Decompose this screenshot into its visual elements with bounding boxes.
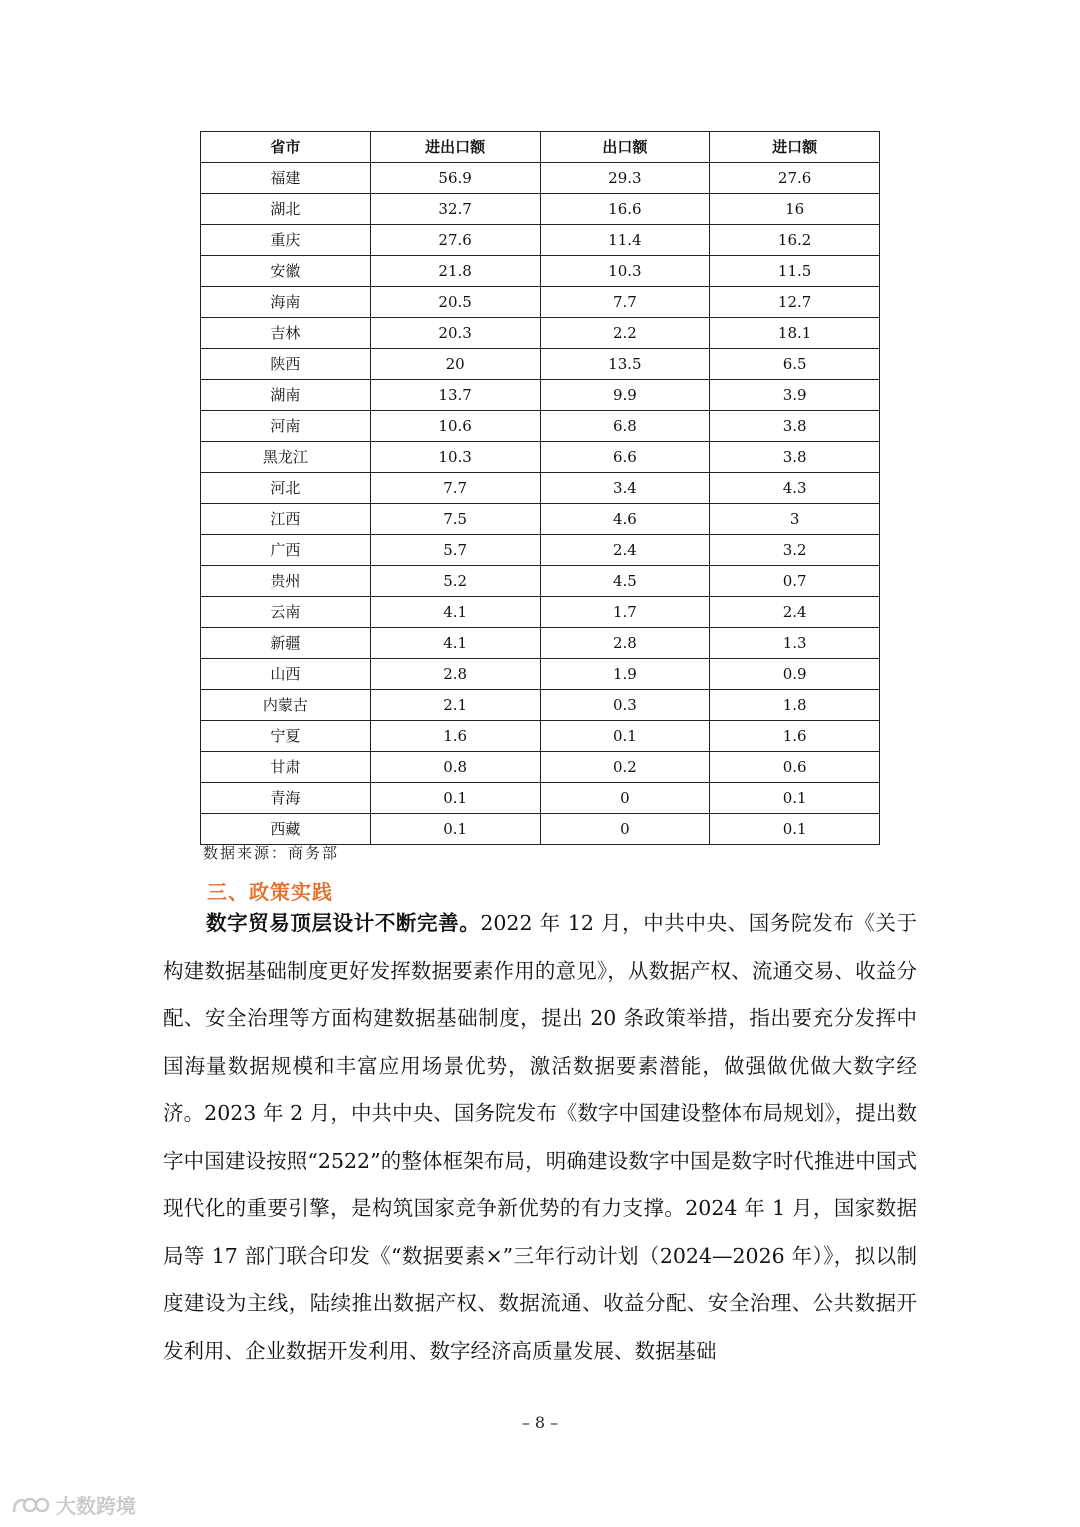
table-body (201, 163, 880, 845)
value-cell: 9.9 (540, 380, 710, 411)
value-cell: 0 (540, 814, 710, 845)
value-cell: 0.3 (540, 690, 710, 721)
value-cell: 4.3 (710, 473, 880, 504)
value-cell: 18.1 (710, 318, 880, 349)
value-cell: 16 (710, 194, 880, 225)
value-cell: 3.9 (710, 380, 880, 411)
value-cell: 1.9 (540, 659, 710, 690)
column-header: 出口额 (540, 132, 710, 163)
value-cell: 2.8 (540, 628, 710, 659)
value-cell: 4.5 (540, 566, 710, 597)
value-cell: 2.8 (370, 659, 540, 690)
value-cell: 0.1 (540, 721, 710, 752)
table-row (201, 473, 880, 504)
province-cell: 甘肃 (201, 752, 371, 783)
value-cell: 0.9 (710, 659, 880, 690)
province-cell: 贵州 (201, 566, 371, 597)
table-row (201, 194, 880, 225)
value-cell: 1.7 (540, 597, 710, 628)
value-cell: 1.6 (370, 721, 540, 752)
province-cell: 新疆 (201, 628, 371, 659)
table-header-row (201, 132, 880, 163)
value-cell: 56.9 (370, 163, 540, 194)
province-cell: 河南 (201, 411, 371, 442)
table-row (201, 163, 880, 194)
value-cell: 1.3 (710, 628, 880, 659)
table-row (201, 783, 880, 814)
value-cell: 20.3 (370, 318, 540, 349)
value-cell: 0.1 (370, 783, 540, 814)
table-row (201, 504, 880, 535)
value-cell: 0.1 (710, 783, 880, 814)
table-row (201, 752, 880, 783)
value-cell: 0.1 (370, 814, 540, 845)
column-header: 进出口额 (370, 132, 540, 163)
value-cell: 3 (710, 504, 880, 535)
value-cell: 16.6 (540, 194, 710, 225)
province-cell: 黑龙江 (201, 442, 371, 473)
value-cell: 3.4 (540, 473, 710, 504)
value-cell: 32.7 (370, 194, 540, 225)
value-cell: 4.1 (370, 597, 540, 628)
value-cell: 21.8 (370, 256, 540, 287)
province-cell: 山西 (201, 659, 371, 690)
value-cell: 20 (370, 349, 540, 380)
value-cell: 7.7 (540, 287, 710, 318)
value-cell: 11.5 (710, 256, 880, 287)
value-cell: 3.8 (710, 442, 880, 473)
value-cell: 6.5 (710, 349, 880, 380)
province-cell: 云南 (201, 597, 371, 628)
province-cell: 广西 (201, 535, 371, 566)
province-cell: 安徽 (201, 256, 371, 287)
table-row (201, 225, 880, 256)
trade-table (200, 131, 880, 845)
value-cell: 0.7 (710, 566, 880, 597)
value-cell: 2.2 (540, 318, 710, 349)
value-cell: 20.5 (370, 287, 540, 318)
table-row (201, 721, 880, 752)
value-cell: 11.4 (540, 225, 710, 256)
column-header: 省市 (201, 132, 371, 163)
page-number: – 8 – (521, 1413, 559, 1432)
table-row (201, 287, 880, 318)
table-row (201, 535, 880, 566)
watermark (10, 1490, 136, 1519)
table-row (201, 380, 880, 411)
value-cell: 4.6 (540, 504, 710, 535)
table-row (201, 442, 880, 473)
value-cell: 10.6 (370, 411, 540, 442)
value-cell: 2.4 (540, 535, 710, 566)
watermark-text: 大数跨境 (56, 1494, 136, 1518)
province-cell: 重庆 (201, 225, 371, 256)
value-cell: 3.8 (710, 411, 880, 442)
value-cell: 12.7 (710, 287, 880, 318)
value-cell: 16.2 (710, 225, 880, 256)
province-cell: 陕西 (201, 349, 371, 380)
table-row (201, 690, 880, 721)
value-cell: 27.6 (370, 225, 540, 256)
value-cell: 6.8 (540, 411, 710, 442)
table-row (201, 566, 880, 597)
province-cell: 西藏 (201, 814, 371, 845)
value-cell: 2.4 (710, 597, 880, 628)
table-row (201, 659, 880, 690)
province-cell: 湖南 (201, 380, 371, 411)
body-paragraph (163, 900, 917, 1375)
value-cell: 0.8 (370, 752, 540, 783)
value-cell: 13.5 (540, 349, 710, 380)
table-row (201, 318, 880, 349)
value-cell: 10.3 (540, 256, 710, 287)
value-cell: 1.6 (710, 721, 880, 752)
value-cell: 13.7 (370, 380, 540, 411)
value-cell: 7.7 (370, 473, 540, 504)
value-cell: 27.6 (710, 163, 880, 194)
value-cell: 0.1 (710, 814, 880, 845)
value-cell: 4.1 (370, 628, 540, 659)
province-cell: 宁夏 (201, 721, 371, 752)
value-cell: 2.1 (370, 690, 540, 721)
table-row (201, 349, 880, 380)
table-row (201, 256, 880, 287)
value-cell: 5.2 (370, 566, 540, 597)
table-row (201, 814, 880, 845)
province-cell: 海南 (201, 287, 371, 318)
province-cell: 吉林 (201, 318, 371, 349)
value-cell: 0.2 (540, 752, 710, 783)
province-cell: 青海 (201, 783, 371, 814)
paragraph-lead: 数字贸易顶层设计不断完善。 (206, 911, 481, 935)
table-row (201, 628, 880, 659)
watermark-logo-icon (10, 1494, 50, 1516)
trade-table-container (200, 131, 880, 845)
table-row (201, 411, 880, 442)
table-row (201, 597, 880, 628)
province-cell: 江西 (201, 504, 371, 535)
value-cell: 3.2 (710, 535, 880, 566)
value-cell: 29.3 (540, 163, 710, 194)
data-source-note: 数据来源：商务部 (203, 844, 340, 862)
value-cell: 7.5 (370, 504, 540, 535)
province-cell: 湖北 (201, 194, 371, 225)
value-cell: 1.8 (710, 690, 880, 721)
province-cell: 内蒙古 (201, 690, 371, 721)
value-cell: 0.6 (710, 752, 880, 783)
column-header: 进口额 (710, 132, 880, 163)
value-cell: 10.3 (370, 442, 540, 473)
paragraph-text: 2022 年 12 月，中共中央、国务院发布《关于构建数据基础制度更好发挥数据要素作用的意见》，从数据产权、流通交易、收益分配、安全治理等方面构建数据基础制度，提出 20 条政策举措，指出要充分发挥中国海量数据规模和丰富应用场景优势，激活数据要素潜能，做强做优做大数字经济。2023 年 2 月，中共中央、国务院发布《数字中国建设整体布局规划》，提出数字中国建设按照“2522”的整体框架布局，明确建设数字中国是数字时代推进中国式现代化的重要引擎，是构筑国家竞争新优势的有力支撑。2024 年 1 月，国家数据局等 17 部门联合印发《“数据要素×”三年行动计划（2024—2026 年）》，拟以制度建设为主线，陆续推出数据产权、数据流通、收益分配、安全治理、公共数据开发利用、企业数据开发利用、数字经济高质量发展、数据基础 (163, 911, 917, 1363)
province-cell: 福建 (201, 163, 371, 194)
value-cell: 0 (540, 783, 710, 814)
section-title: 三、政策实践 (207, 880, 333, 904)
province-cell: 河北 (201, 473, 371, 504)
value-cell: 6.6 (540, 442, 710, 473)
value-cell: 5.7 (370, 535, 540, 566)
